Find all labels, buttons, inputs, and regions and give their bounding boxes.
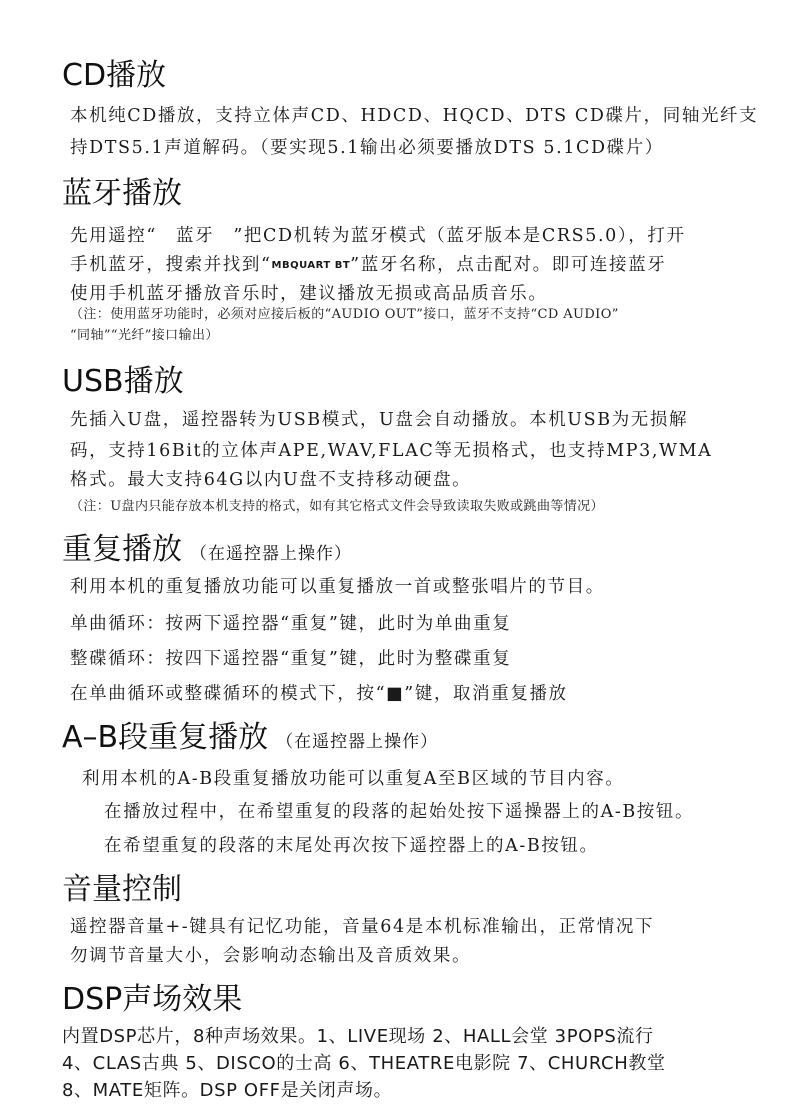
dsp-text-line-1: 内置DSP芯片，8种声场效果。1、LIVE现场 2、HALL会堂 3POPS流行 — [62, 1026, 654, 1047]
bluetooth-device-name: MBQUART BT — [271, 260, 351, 271]
bluetooth-line2-end: ”蓝牙名称，点击配对。即可连接蓝牙 — [350, 255, 667, 275]
repeat-text-line-2: 单曲循环：按两下遥控器“重复”键，此时为单曲重复 — [70, 614, 512, 634]
bluetooth-text-line-1: 先用遥控“ 蓝牙 ”把CD机转为蓝牙模式（蓝牙版本是CRS5.0），打开 — [70, 226, 686, 246]
repeat-title-text: 重复播放 — [62, 532, 182, 567]
bluetooth-section-title: 蓝牙播放 — [62, 176, 182, 211]
usb-note: （注：U盘内只能存放本机支持的格式，如有其它格式文件会导致读取失败或跳曲等情况） — [70, 499, 604, 514]
dsp-text-line-2: 4、CLAS古典 5、DISCO的士高 6、THEATRE电影院 7、CHURCH教堂 — [62, 1053, 666, 1074]
repeat-subtitle: （在遥控器上操作） — [190, 544, 352, 564]
repeat-text-line-3: 整碟循环：按四下遥控器“重复”键，此时为整碟重复 — [70, 649, 512, 669]
repeat-text-line-1: 利用本机的重复播放功能可以重复播放一首或整张唱片的节目。 — [70, 577, 605, 597]
ab-text-line-1: 利用本机的A-B段重复播放功能可以重复A至B区域的节目内容。 — [82, 769, 625, 789]
volume-text-line-2: 勿调节音量大小，会影响动态输出及音质效果。 — [70, 946, 472, 966]
dsp-text-line-3: 8、MATE矩阵。DSP OFF是关闭声场。 — [62, 1080, 393, 1101]
dsp-section-title: DSP声场效果 — [62, 982, 243, 1017]
usb-section-title: USB播放 — [62, 364, 184, 399]
usb-text-line-3: 格式。最大支持64G以内U盘不支持移动硬盘。 — [70, 470, 472, 490]
usb-text-line-1: 先插入U盘，遥控器转为USB模式，U盘会自动播放。本机USB为无损解 — [70, 410, 689, 430]
repeat-line4-end: ”键，取消重复播放 — [404, 684, 568, 704]
ab-title-text: A–B段重复播放 — [62, 720, 269, 755]
repeat-section-title — [62, 532, 352, 572]
ab-section-title — [62, 720, 438, 760]
repeat-line4-start: 在单曲循环或整碟循环的模式下，按“ — [70, 684, 387, 704]
volume-text-line-1: 遥控器音量+-键具有记忆功能，音量64是本机标准输出，正常情况下 — [70, 917, 655, 937]
bluetooth-text-line-3: 使用手机蓝牙播放音乐时，建议播放无损或高品质音乐。 — [70, 284, 548, 304]
bluetooth-text-line-2 — [70, 253, 666, 278]
bluetooth-line2-start: 手机蓝牙，搜索并找到“ — [70, 255, 272, 275]
ab-subtitle: （在遥控器上操作） — [276, 732, 439, 752]
ab-text-line-3: 在希望重复的段落的末尾处再次按下遥控器上的A-B按钮。 — [104, 836, 599, 856]
cd-section-title: CD播放 — [62, 58, 167, 93]
ab-text-line-2: 在播放过程中，在希望重复的段落的起始处按下遥操器上的A-B按钮。 — [104, 802, 695, 822]
volume-section-title: 音量控制 — [62, 872, 182, 907]
usb-text-line-2: 码，支持16Bit的立体声APE,WAV,FLAC等无损格式，也支持MP3,WMA — [70, 441, 713, 461]
bluetooth-note-line-1: （注：使用蓝牙功能时，必须对应接后板的“AUDIO OUT”接口，蓝牙不支持“CD AUDIO” — [70, 307, 619, 322]
cd-text-line-2: 持DTS5.1声道解码。（要实现5.1输出必须要播放DTS 5.1CD碟片） — [70, 138, 664, 158]
repeat-text-line-4 — [70, 682, 568, 706]
cd-text-line-1: 本机纯CD播放，支持立体声CD、HDCD、HQCD、DTS CD碟片，同轴光纤支 — [70, 106, 759, 126]
stop-icon: ■ — [386, 684, 405, 704]
bluetooth-note-line-2: “同轴”“光纤”接口输出） — [70, 328, 219, 343]
